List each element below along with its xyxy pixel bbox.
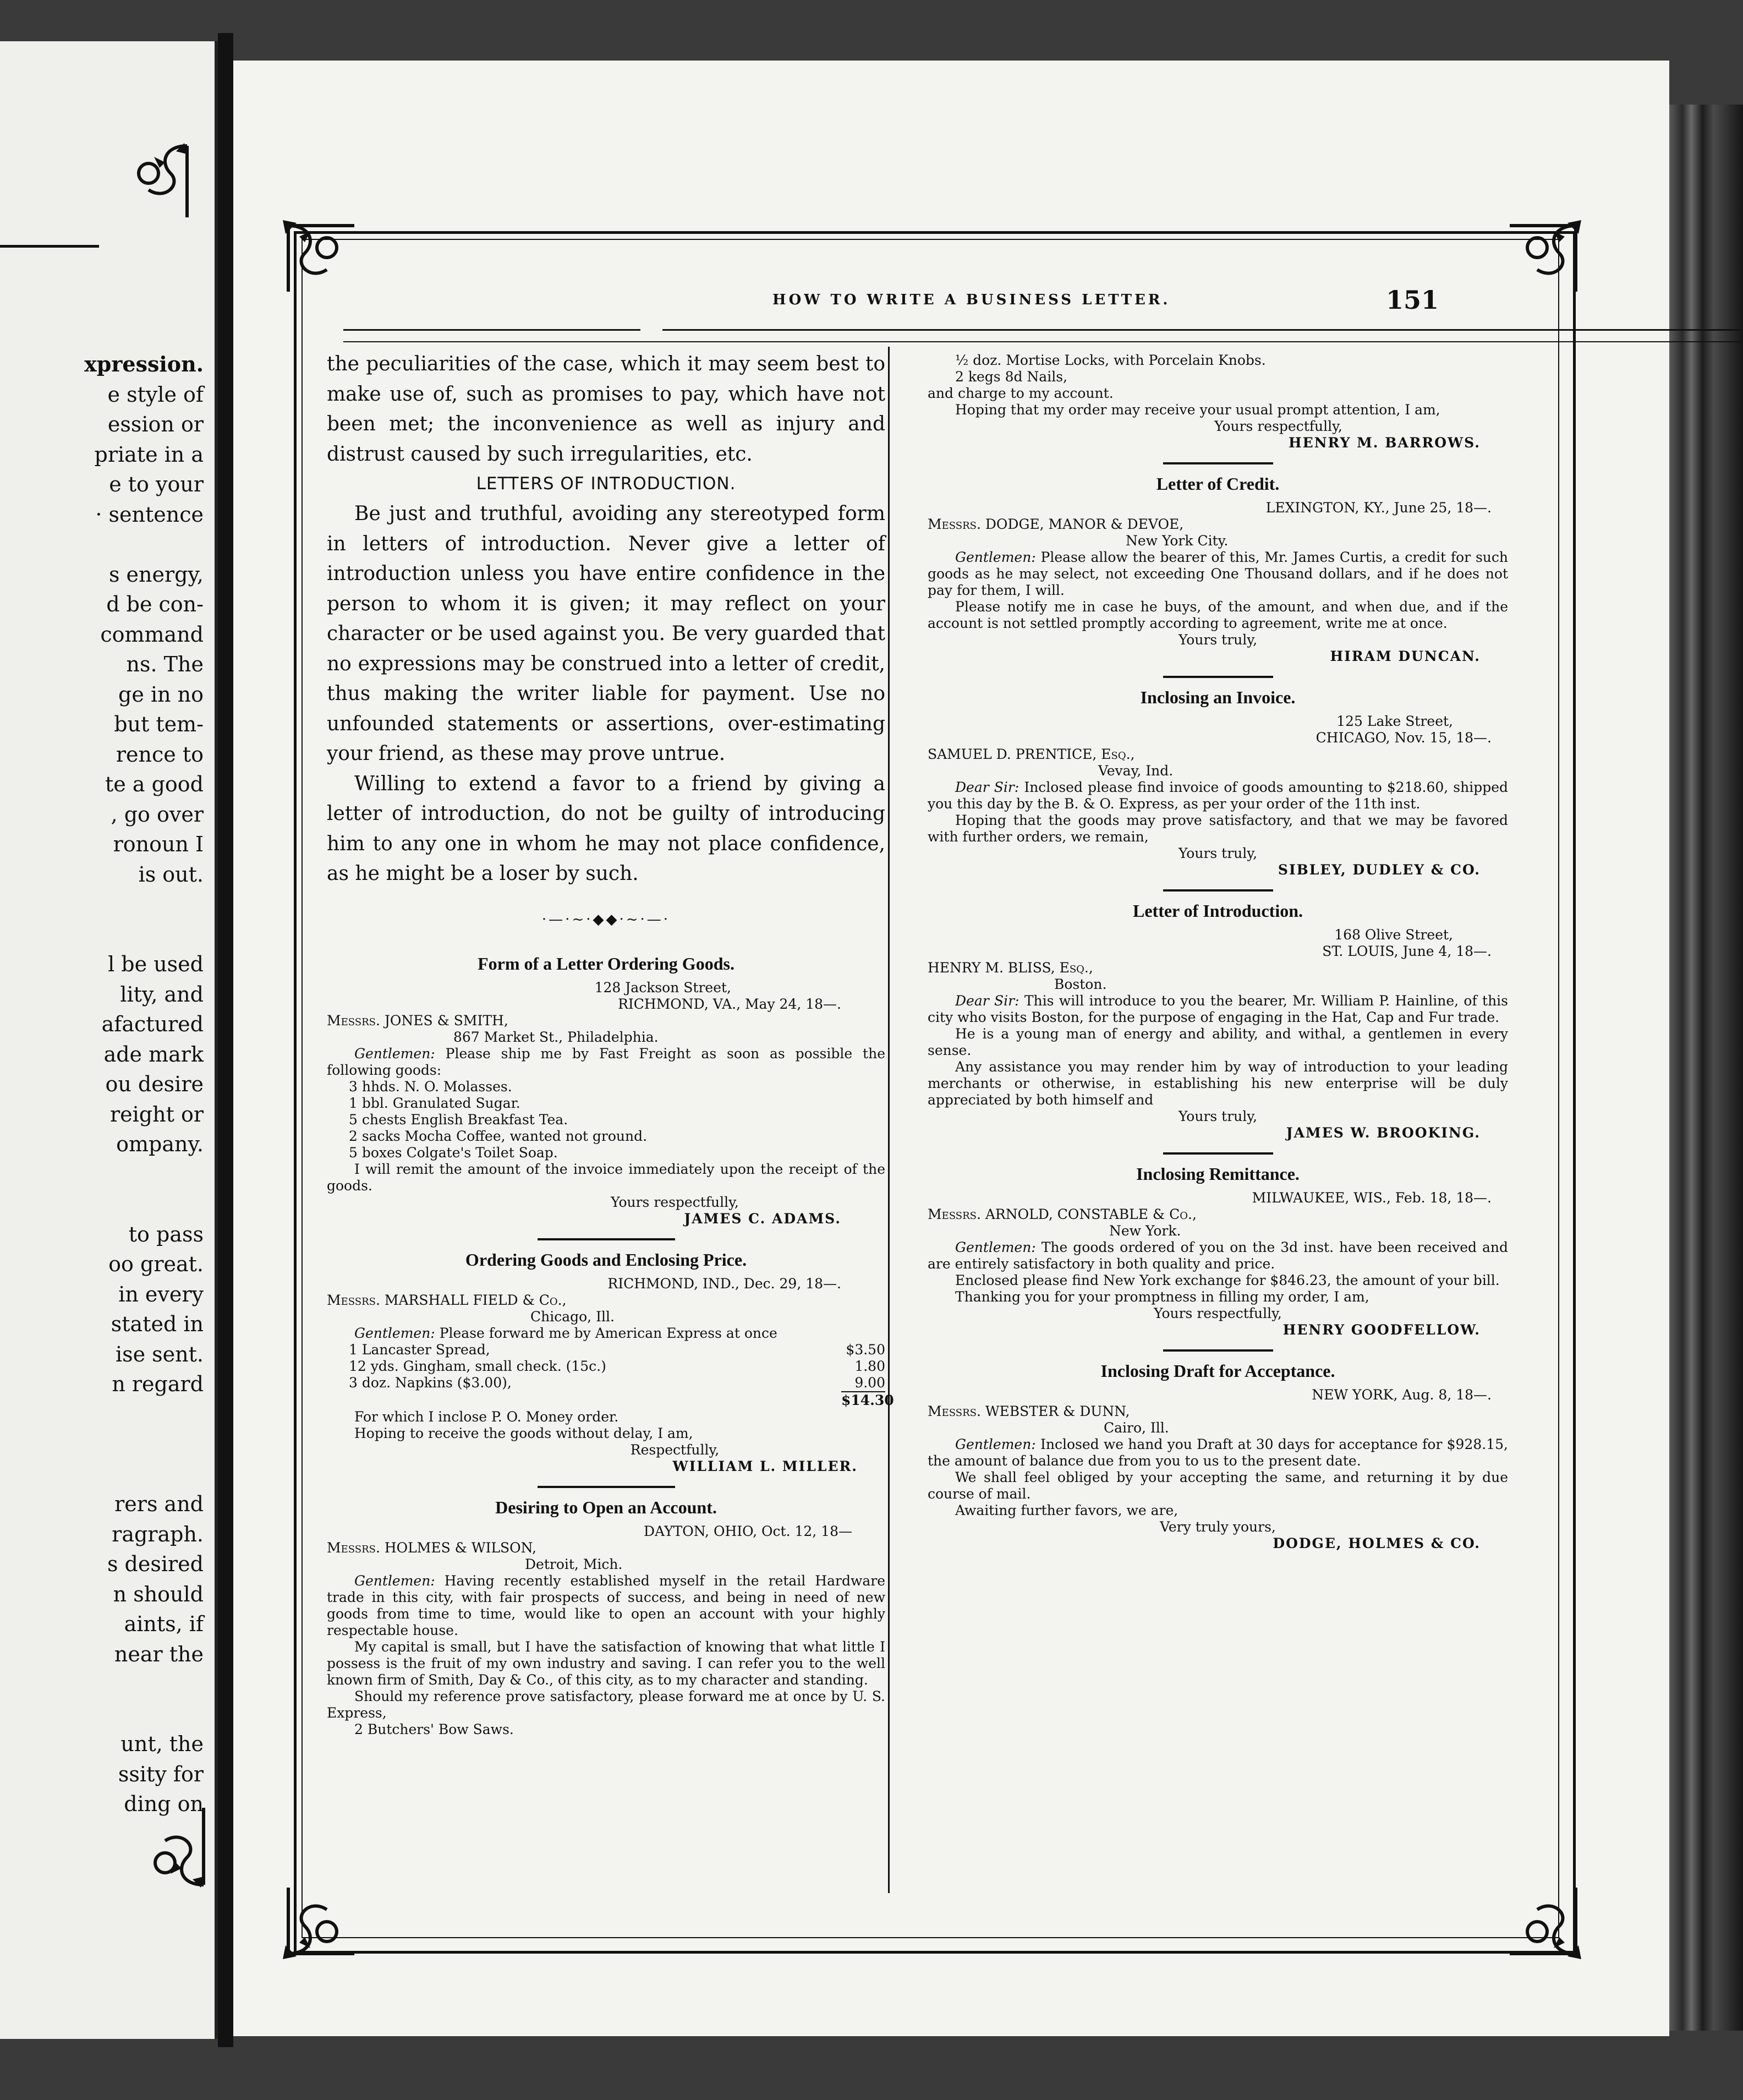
- letter-recipient-address: Cairo, Ill.: [1104, 1420, 1169, 1436]
- facing-page-line: ompany.: [116, 1132, 204, 1156]
- letter-dateline: NEW YORK, Aug. 8, 18—.: [1312, 1387, 1492, 1403]
- corner-ornament-icon: [1504, 215, 1587, 297]
- facing-page-line: aints, if: [124, 1612, 204, 1636]
- ornamental-divider: ·—·~·◆◆·~·—·: [541, 911, 671, 928]
- section-rule: [1163, 1349, 1273, 1352]
- letter-body: Please ship me by Fast Freight as soon as possible the following goods:: [327, 1045, 885, 1078]
- facing-page-line: ade mark: [103, 1042, 204, 1067]
- letter-recipient: Messrs. WEBSTER & DUNN,: [928, 1403, 1130, 1419]
- section-rule: [1163, 1152, 1273, 1155]
- header-rule: [343, 341, 1741, 342]
- letter-body: Inclosed we hand you Draft at 30 days for acceptance for $928.15, the amount of balance due from you to us to the present date.: [928, 1436, 1508, 1469]
- facing-page-line: near the: [114, 1642, 204, 1666]
- left-column: [327, 349, 894, 1738]
- letter-salutation: Gentlemen:: [354, 1325, 435, 1341]
- facing-page-line: xpression.: [84, 352, 204, 376]
- letter-body: This will introduce to you the bearer, Mr. William P. Hainline, of this city who visits Boston, for the purpose of engaging in the Hat, Cap and Fur trade.: [928, 993, 1509, 1025]
- facing-page-line: ragraph.: [112, 1522, 204, 1546]
- facing-page-line: ge in no: [118, 682, 204, 707]
- letter-continuation: [928, 352, 1508, 451]
- priced-item-list: [327, 1341, 894, 1409]
- facing-page-line: unt, the: [120, 1732, 204, 1756]
- letter-dateline: RICHMOND, IND., Dec. 29, 18—.: [607, 1275, 841, 1292]
- section-heading: LETTERS OF INTRODUCTION.: [476, 474, 736, 494]
- letter-signature: HENRY GOODFELLOW.: [1282, 1322, 1481, 1338]
- letter-salutation: Gentlemen:: [354, 1045, 435, 1062]
- letter-body: Thanking you for your promptness in filling my order, I am,: [955, 1289, 1369, 1305]
- letter-recipient: Messrs. JONES & SMITH,: [327, 1012, 508, 1029]
- list-item: 5 boxes Colgate's Toilet Soap.: [349, 1144, 558, 1161]
- letter-closing: Yours truly,: [1178, 1108, 1258, 1124]
- letter-signature: HIRAM DUNCAN.: [1330, 648, 1481, 664]
- section-rule: [1163, 462, 1273, 464]
- letter-address: 168 Olive Street,: [1334, 927, 1453, 943]
- letter-body: Please notify me in case he buys, of the amount, and when due, and if the account is not settled promptly according to agreement, write me at once.: [928, 599, 1508, 631]
- letter-closing: Yours truly,: [1178, 632, 1258, 648]
- facing-page: [0, 41, 218, 2039]
- letter-of-credit: [928, 475, 1508, 665]
- letter-body: Hoping to receive the goods without delay, I am,: [354, 1425, 693, 1441]
- facing-page-line: [0, 889, 204, 920]
- facing-page-line: ding on: [124, 1792, 204, 1816]
- letter-body: The goods ordered of you on the 3d inst. have been received and are entirely satisfactory in both quality and price.: [928, 1239, 1509, 1272]
- letter-body: Any assistance you may render him by way of introduction to your leading merchants or otherwise, in establishing his new enterprise will be duly appreciated by both himself and: [928, 1059, 1508, 1108]
- letter-closing: Yours respectfully,: [1214, 418, 1342, 434]
- facing-page-line: [0, 920, 204, 950]
- letter-body: Hoping that the goods may prove satisfactory, and that we may be favored with further orders, we remain,: [928, 812, 1508, 845]
- letter-salutation: Gentlemen:: [955, 1239, 1036, 1255]
- facing-page-line: but tem-: [114, 712, 204, 736]
- letter-recipient-address: 867 Market St., Philadelphia.: [453, 1029, 659, 1045]
- letter-closing: Respectfully,: [630, 1441, 720, 1458]
- corner-ornament-icon: [110, 140, 193, 223]
- letter-body: For which I inclose P. O. Money order.: [354, 1408, 619, 1425]
- letter-recipient: Messrs. ARNOLD, CONSTABLE & Co.,: [928, 1206, 1197, 1222]
- priced-item: 1 Lancaster Spread, $3.50: [349, 1341, 885, 1358]
- list-item: 5 chests English Breakfast Tea.: [349, 1111, 568, 1128]
- letter-open-account: [327, 1499, 885, 1738]
- letter-address: 128 Jackson Street,: [594, 979, 731, 996]
- facing-page-line: to pass: [128, 1222, 204, 1246]
- letter-salutation: Gentlemen:: [955, 1436, 1036, 1452]
- letter-ordering-goods: [327, 955, 885, 1227]
- facing-page-line: [0, 1669, 204, 1699]
- letter-signature: JAMES C. ADAMS.: [684, 1210, 841, 1227]
- facing-page-line: n regard: [112, 1372, 204, 1396]
- letter-closing: Yours respectfully,: [1154, 1305, 1282, 1321]
- letter-dateline: RICHMOND, VA., May 24, 18—.: [618, 996, 841, 1012]
- facing-page-line: stated in: [111, 1312, 204, 1336]
- letter-recipient: Messrs. HOLMES & WILSON,: [327, 1539, 536, 1556]
- essay-paragraph: Be just and truthful, avoiding any stereotyped form in letters of introduction. Never give a letter of introduction unless you have entire confidence in the person to whom it is given; it may reflect on your character or be used against you. Be very guarded that no expressions may be construed into a letter of credit, thus making the writer liable for payment. Use no unfounded statements or assertions, over-estimating your friend, as these may prove untrue.: [327, 502, 885, 765]
- letter-body: Hoping that my order may receive your usual prompt attention, I am,: [955, 402, 1440, 418]
- facing-page-line: d be con-: [106, 592, 204, 616]
- letter-recipient-address: Boston.: [1054, 976, 1107, 992]
- facing-page-line: te a good: [105, 772, 204, 796]
- header-rule: [343, 329, 640, 331]
- facing-page-line: ns. The: [126, 652, 204, 676]
- column-divider: [888, 347, 890, 1893]
- letter-dateline: ST. LOUIS, June 4, 18—.: [1322, 943, 1492, 959]
- section-rule: [1163, 676, 1273, 678]
- page-edges: [1669, 105, 1743, 2031]
- section-rule: [1163, 889, 1273, 892]
- letter-draft-acceptance: [928, 1363, 1508, 1552]
- facing-page-line: · sentence: [95, 502, 204, 527]
- letter-recipient: SAMUEL D. PRENTICE, Esq.,: [928, 746, 1135, 762]
- page-number: 151: [1386, 285, 1439, 315]
- letter-body: Please allow the bearer of this, Mr. James Curtis, a credit for such goods as he may select, not exceeding One Thousand dollars, and if he does not pay for them, I will.: [928, 549, 1509, 598]
- letter-signature: SIBLEY, DUDLEY & CO.: [1278, 862, 1481, 878]
- item-list: [327, 1079, 885, 1161]
- letter-body: Enclosed please find New York exchange for $846.23, the amount of your bill.: [955, 1272, 1500, 1288]
- letter-inclosing-invoice: [928, 689, 1508, 878]
- section-rule: [538, 1238, 675, 1240]
- letter-signature: JAMES W. BROOKING.: [1286, 1125, 1481, 1141]
- letter-closing: Very truly yours,: [1160, 1519, 1276, 1535]
- facing-page-line: rers and: [114, 1492, 204, 1516]
- letter-recipient: Messrs. DODGE, MANOR & DEVOE,: [928, 516, 1184, 532]
- facing-page-line: e to your: [109, 472, 204, 496]
- letter-body: He is a young man of energy and ability, and withal, a gentlemen in every sense.: [928, 1026, 1508, 1058]
- facing-page-line: lity, and: [120, 982, 204, 1007]
- facing-page-line: [0, 529, 204, 560]
- running-title: HOW TO WRITE A BUSINESS LETTER.: [772, 292, 1171, 308]
- letter-ordering-enclosing-price: [327, 1249, 894, 1475]
- letter-inclosing-remittance: [928, 1166, 1508, 1338]
- letter-heading: Inclosing an Invoice.: [1140, 687, 1296, 707]
- facing-page-line: ise sent.: [115, 1342, 204, 1366]
- facing-page-line: n should: [113, 1582, 204, 1606]
- price-total: $14.30: [841, 1392, 894, 1408]
- letter-heading: Letter of Credit.: [1156, 474, 1280, 494]
- letter-recipient: HENRY M. BLISS, Esq.,: [928, 960, 1093, 976]
- priced-item: 12 yds. Gingham, small check. (15c.) 1.80: [349, 1358, 885, 1374]
- letter-body: Inclosed please find invoice of goods amounting to $218.60, shipped you this day by the B. & O. Express, as per your order of the 11th inst.: [928, 779, 1508, 812]
- corner-ornament-icon: [277, 215, 360, 297]
- facing-page-line: afactured: [101, 1012, 204, 1036]
- facing-page-rule: [0, 245, 99, 248]
- facing-page-line: l be used: [108, 952, 204, 976]
- facing-page-line: is out.: [138, 862, 204, 887]
- letter-heading: Ordering Goods and Enclosing Price.: [465, 1249, 747, 1270]
- letter-dateline: MILWAUKEE, WIS., Feb. 18, 18—.: [1252, 1190, 1492, 1206]
- corner-ornament-icon: [121, 1802, 209, 1890]
- facing-page-line: rence to: [116, 742, 204, 767]
- list-item: 2 kegs 8d Nails,: [955, 369, 1067, 385]
- letter-recipient-address: Detroit, Mich.: [525, 1556, 623, 1572]
- letter-recipient-address: New York City.: [1126, 533, 1229, 549]
- letter-recipient-address: Chicago, Ill.: [530, 1308, 615, 1325]
- section-rule: [538, 1486, 675, 1488]
- letter-signature: HENRY M. BARROWS.: [1289, 435, 1481, 451]
- header-rule: [662, 329, 1741, 331]
- letter-heading: Letter of Introduction.: [1132, 901, 1303, 921]
- facing-page-text: [0, 349, 204, 1819]
- letter-signature: DODGE, HOLMES & CO.: [1273, 1535, 1481, 1551]
- letter-closing: Yours truly,: [1178, 845, 1258, 861]
- letter-salutation: Dear Sir:: [955, 779, 1020, 795]
- letter-body: We shall feel obliged by your accepting the same, and returning it by due course of mail.: [928, 1469, 1508, 1502]
- list-item: 2 sacks Mocha Coffee, wanted not ground.: [349, 1128, 648, 1144]
- facing-page-line: s energy,: [108, 562, 204, 587]
- book-gutter: [218, 33, 233, 2047]
- facing-page-line: priate in a: [94, 442, 204, 467]
- letter-recipient-address: Vevay, Ind.: [1098, 763, 1174, 779]
- facing-page-line: [0, 1699, 204, 1730]
- facing-page-line: in every: [118, 1282, 204, 1306]
- letter-heading: Form of a Letter Ordering Goods.: [478, 953, 735, 974]
- letter-body: I will remit the amount of the invoice immediately upon the receipt of the goods.: [327, 1161, 885, 1194]
- letter-body: My capital is small, but I have the satisfaction of knowing that what little I possess is the fruit of my own industry and saving. I can refer you to the well known firm of Smith, Day & Co., of this city, as to my character and standing.: [327, 1638, 885, 1688]
- running-head: [464, 285, 1439, 325]
- facing-page-line: ession or: [107, 412, 204, 436]
- letter-salutation: Dear Sir:: [955, 993, 1020, 1009]
- letter-salutation: Gentlemen:: [354, 1572, 435, 1589]
- letter-address: 125 Lake Street,: [1336, 713, 1453, 729]
- facing-page-line: command: [100, 622, 204, 647]
- letter-recipient-address: New York.: [1109, 1223, 1181, 1239]
- facing-page-line: [0, 1459, 204, 1490]
- letter-dateline: DAYTON, OHIO, Oct. 12, 18—: [644, 1523, 852, 1539]
- letter-dateline: LEXINGTON, KY., June 25, 18—.: [1265, 500, 1492, 516]
- facing-page-line: ronoun I: [113, 832, 204, 856]
- letter-body: Should my reference prove satisfactory, please forward me at once by U. S. Express,: [327, 1688, 885, 1721]
- letter-body: and charge to my account.: [928, 385, 1114, 401]
- list-item: 3 hhds. N. O. Molasses.: [349, 1078, 512, 1095]
- facing-page-line: [0, 1189, 204, 1219]
- essay-paragraph: the peculiarities of the case, which it may seem best to make use of, such as promises to pay, which have not been met; the inconvenience as well as injury and distrust caused by such irregularities, etc.: [327, 353, 885, 466]
- facing-page-line: e style of: [107, 382, 204, 407]
- facing-page-line: [0, 1160, 204, 1190]
- letter-heading: Inclosing Draft for Acceptance.: [1100, 1361, 1335, 1381]
- book-page-151: [233, 61, 1669, 2036]
- facing-page-line: reight or: [110, 1102, 204, 1126]
- letter-body: Awaiting further favors, we are,: [955, 1502, 1179, 1518]
- letter-body: Having recently established myself in the retail Hardware trade in this city, with fair prospects of success, and being in need of new goods from time to time, would like to open an account with your highly respectable house.: [327, 1572, 885, 1638]
- letter-heading: Desiring to Open an Account.: [495, 1497, 717, 1517]
- facing-page-line: ssity for: [118, 1762, 204, 1786]
- facing-page-line: oo great.: [108, 1252, 204, 1276]
- letter-heading: Inclosing Remittance.: [1136, 1164, 1300, 1184]
- list-item: 1 bbl. Granulated Sugar.: [349, 1095, 520, 1111]
- letter-signature: WILLIAM L. MILLER.: [672, 1458, 858, 1474]
- corner-ornament-icon: [277, 1882, 360, 1965]
- facing-page-line: , go over: [111, 802, 204, 827]
- list-item: 2 Butchers' Bow Saws.: [354, 1721, 514, 1737]
- essay-paragraph: Willing to extend a favor to a friend by giving a letter of introduction, do not be guilty of introducing him to any one in whom he may not place confidence, as he might be a loser by such.: [327, 772, 885, 885]
- letter-closing: Yours respectfully,: [611, 1194, 739, 1210]
- facing-page-line: [0, 1399, 204, 1430]
- letter-recipient: Messrs. MARSHALL FIELD & Co.,: [327, 1292, 567, 1308]
- corner-ornament-icon: [1504, 1882, 1587, 1965]
- facing-page-line: [0, 1429, 204, 1459]
- letter-body: Please forward me by American Express at once: [439, 1325, 777, 1341]
- letter-salutation: Gentlemen:: [955, 549, 1036, 565]
- right-column: [928, 352, 1508, 1552]
- letter-dateline: CHICAGO, Nov. 15, 18—.: [1316, 730, 1492, 746]
- essay: [327, 349, 885, 889]
- letter-of-introduction: [928, 903, 1508, 1141]
- list-item: ½ doz. Mortise Locks, with Porcelain Knobs.: [955, 352, 1266, 368]
- facing-page-line: s desired: [107, 1552, 204, 1576]
- facing-page-line: ou desire: [105, 1072, 204, 1096]
- priced-item: 3 doz. Napkins ($3.00), 9.00: [349, 1374, 885, 1391]
